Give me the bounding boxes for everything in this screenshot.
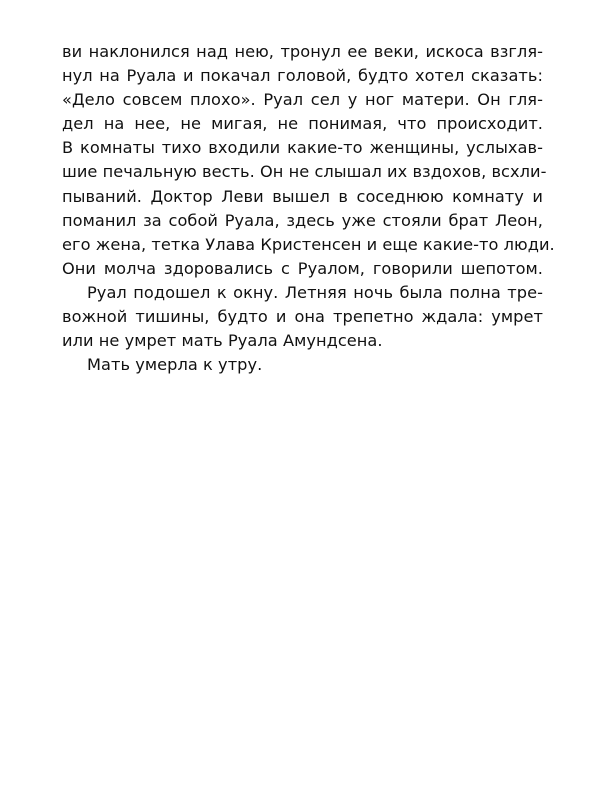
text-line: Руал подошел к окну. Летняя ночь была полна тре- bbox=[87, 282, 543, 302]
body-text bbox=[62, 40, 555, 377]
text-line: вожной тишины, будто и она трепетно ждала: умрет bbox=[62, 307, 543, 327]
text-line: Они молча здоровались с Руалом, говорили шепотом. bbox=[62, 258, 543, 278]
text-line: пываний. Доктор Леви вышел в соседнюю комнату и bbox=[62, 186, 543, 206]
text-line: ви наклонился над нею, тронул ее веки, искоса взгля- bbox=[62, 42, 543, 61]
text-line: Мать умерла к утру. bbox=[87, 355, 263, 375]
text-line: или не умрет мать Руала Амундсена. bbox=[62, 331, 383, 351]
text-line: «Дело совсем плохо». Руал сел у ног матери. Он гля- bbox=[62, 90, 543, 110]
text-line: шие печальную весть. Он не слышал их вздохов, всхли- bbox=[62, 162, 547, 182]
text-line: его жена, тетка Улава Кристенсен и еще какие-то люди. bbox=[62, 234, 555, 254]
text-line: поманил за собой Руала, здесь уже стояли брат Леон, bbox=[62, 210, 543, 230]
text-line: нул на Руала и покачал головой, будто хотел сказать: bbox=[62, 66, 543, 86]
text-line: В комнаты тихо входили какие-то женщины, услыхав- bbox=[62, 138, 543, 158]
text-line: дел на нее, не мигая, не понимая, что происходит. bbox=[62, 114, 543, 134]
